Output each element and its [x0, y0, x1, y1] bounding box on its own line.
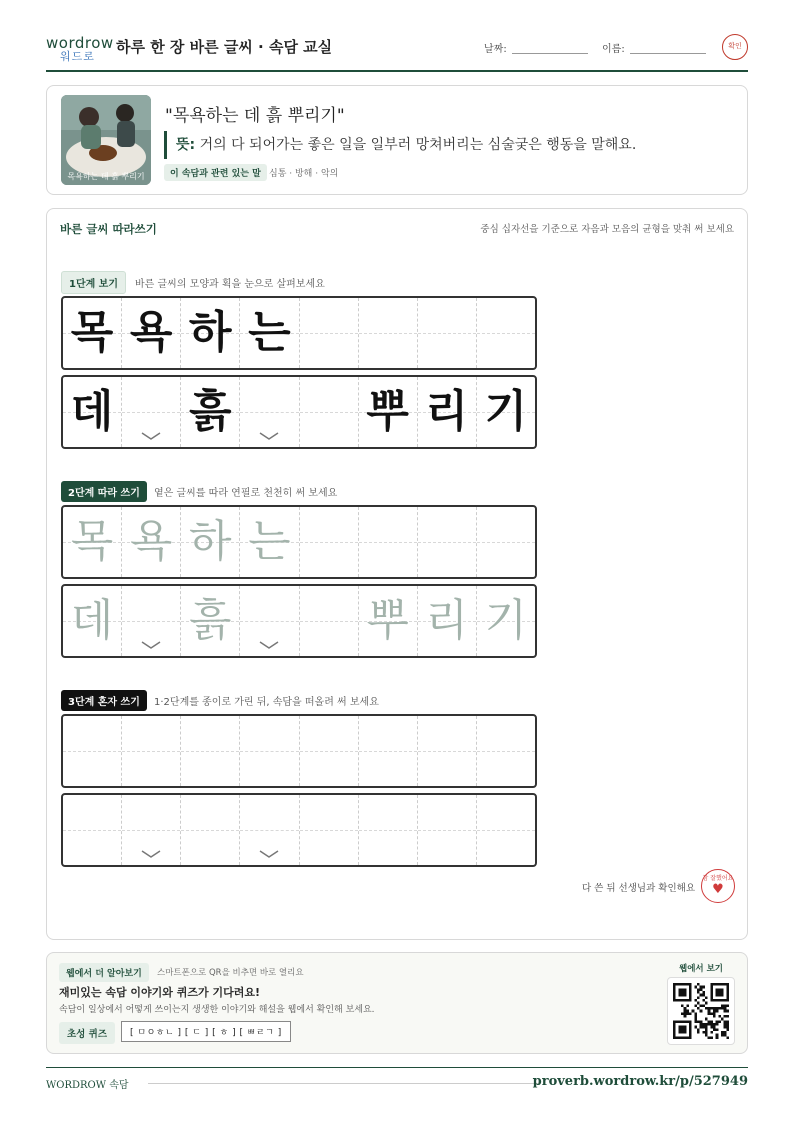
practice-glyph: 는	[248, 307, 291, 358]
practice-glyph: 흙	[189, 386, 232, 437]
grid-cell	[63, 298, 122, 368]
practice-glyph: 목	[70, 516, 114, 567]
step2-row-2[interactable]	[61, 584, 537, 658]
logo	[46, 34, 114, 64]
practice-glyph: 흙	[189, 595, 232, 646]
grid-cell	[122, 298, 181, 368]
grid-cell	[240, 298, 299, 368]
practice-glyph: 하	[189, 516, 232, 567]
related-words: 심통 · 방해 · 악의	[269, 169, 339, 179]
name-label: 이름:	[602, 44, 625, 55]
grid-cell[interactable]	[477, 795, 535, 865]
grid-cell[interactable]	[63, 507, 122, 577]
related-words-badge: 이 속담과 관련 있는 말	[164, 164, 267, 181]
quiz-answer-box: [ ㅁㅇㅎㄴ ] [ ㄷ ] [ ㅎ ] [ ㅃㄹㄱ ]	[121, 1021, 291, 1042]
meaning-label: 뜻:	[176, 137, 196, 153]
page-title: 하루 한 장 바른 글씨 · 속담 교실	[116, 38, 333, 56]
grid-cell	[477, 377, 535, 447]
grid-cell[interactable]	[63, 716, 122, 786]
heart-stamp-text: 참 잘했어요	[702, 875, 734, 882]
quiz-badge: 초성 퀴즈	[59, 1022, 115, 1044]
grid-cell[interactable]	[418, 507, 477, 577]
grid-cell[interactable]	[359, 716, 418, 786]
step3-desc: 1·2단계를 종이로 가린 뒤, 속담을 떠올려 써 보세요	[154, 697, 379, 708]
word-space-chevron-icon	[140, 640, 162, 650]
illustration-caption: 목욕하는 데 흙 뿌리기	[67, 172, 145, 181]
grid-cell[interactable]	[63, 795, 122, 865]
step2-badge: 2단계 따라 쓰기	[61, 481, 147, 502]
meaning-text: 거의 다 되어가는 좋은 일을 일부러 망쳐버리는 심술궂은 행동을 말해요.	[199, 137, 637, 153]
step1-desc: 바른 글씨의 모양과 획을 눈으로 살펴보세요	[135, 279, 325, 290]
grid-cell[interactable]	[300, 586, 359, 656]
practice-hint: 중심 십자선을 기준으로 자음과 모음의 균형을 맞춰 써 보세요	[480, 224, 734, 235]
grid-cell	[300, 298, 359, 368]
grid-cell	[418, 377, 477, 447]
footer-rule	[46, 1067, 748, 1068]
grid-cell[interactable]	[477, 507, 535, 577]
practice-glyph: 는	[248, 516, 291, 567]
practice-glyph: 뿌	[366, 386, 409, 437]
grid-cell[interactable]	[477, 586, 535, 656]
page-header	[46, 28, 748, 72]
step1-badge: 1단계 보기	[61, 271, 126, 294]
grid-cells	[63, 586, 535, 656]
qr-code[interactable]	[667, 977, 735, 1045]
grid-cells	[63, 298, 535, 368]
step1-row-2	[61, 375, 537, 449]
grid-cell[interactable]	[240, 716, 299, 786]
grid-cells	[63, 795, 535, 865]
grid-cell	[63, 377, 122, 447]
grid-cell[interactable]	[300, 507, 359, 577]
logo-top-text: wordrow	[46, 34, 114, 52]
grid-cell	[181, 298, 240, 368]
proverb-meaning	[164, 131, 636, 159]
word-space-chevron-icon	[140, 849, 162, 859]
proverb-card	[46, 85, 748, 195]
grid-cell[interactable]	[300, 716, 359, 786]
word-space-chevron-icon	[258, 849, 280, 859]
grid-cell[interactable]	[122, 795, 181, 865]
grid-cell[interactable]	[418, 716, 477, 786]
word-space-chevron-icon	[140, 431, 162, 441]
grid-cell[interactable]	[181, 795, 240, 865]
word-space-chevron-icon	[258, 431, 280, 441]
practice-glyph: 뿌	[366, 595, 409, 646]
word-space-chevron-icon	[258, 640, 280, 650]
qr-label: 웹에서 보기	[679, 964, 724, 974]
teacher-check-note: 다 쓴 뒤 선생님과 확인해요	[581, 883, 695, 894]
step2-row-1[interactable]	[61, 505, 537, 579]
grid-cell[interactable]	[418, 795, 477, 865]
practice-glyph: 하	[189, 307, 232, 358]
practice-glyph: 목	[70, 307, 114, 358]
grid-cell	[300, 377, 359, 447]
step3-row-2[interactable]	[61, 793, 537, 867]
step1-row-1	[61, 296, 537, 370]
practice-glyph: 데	[70, 595, 114, 646]
grid-cell[interactable]	[240, 586, 299, 656]
grid-cell	[240, 377, 299, 447]
practice-glyph: 기	[484, 595, 528, 646]
heart-stamp	[701, 869, 735, 903]
grid-cell	[122, 377, 181, 447]
step3-badge: 3단계 혼자 쓰기	[61, 690, 147, 711]
practice-glyph: 기	[484, 386, 528, 437]
grid-cell[interactable]	[359, 507, 418, 577]
grid-cells	[63, 507, 535, 577]
web-card	[46, 952, 748, 1054]
grid-cell[interactable]	[63, 586, 122, 656]
grid-cell[interactable]	[181, 507, 240, 577]
date-field[interactable]	[512, 53, 588, 54]
footer-brand: WORDROW 속담	[46, 1080, 129, 1091]
grid-cell	[181, 377, 240, 447]
proverb-text: "목욕하는 데 흙 뿌리기"	[165, 106, 345, 126]
check-stamp: 확인	[722, 34, 748, 60]
web-badge: 웹에서 더 알아보기	[59, 963, 149, 982]
grid-cell[interactable]	[300, 795, 359, 865]
grid-cell	[418, 298, 477, 368]
web-title: 재미있는 속담 이야기와 퀴즈가 기다려요!	[59, 986, 260, 999]
name-field[interactable]	[630, 53, 706, 54]
grid-cell[interactable]	[359, 795, 418, 865]
grid-cell[interactable]	[181, 586, 240, 656]
practice-glyph: 리	[425, 386, 469, 437]
grid-cell	[359, 298, 418, 368]
grid-cell[interactable]	[418, 586, 477, 656]
grid-cell	[477, 298, 535, 368]
grid-cells	[63, 716, 535, 786]
practice-glyph: 욕	[129, 307, 173, 358]
grid-cell[interactable]	[477, 716, 535, 786]
grid-cell[interactable]	[122, 716, 181, 786]
step3-row-1[interactable]	[61, 714, 537, 788]
grid-cell[interactable]	[181, 716, 240, 786]
heart-icon: ♥	[712, 882, 724, 897]
grid-cell[interactable]	[240, 795, 299, 865]
footer-url[interactable]: proverb.wordrow.kr/p/527949	[532, 1074, 748, 1089]
practice-card	[46, 208, 748, 940]
proverb-illustration	[61, 95, 151, 185]
practice-glyph: 데	[70, 386, 114, 437]
grid-cell[interactable]	[359, 586, 418, 656]
grid-cell	[359, 377, 418, 447]
date-label: 날짜:	[484, 44, 507, 55]
practice-glyph: 욕	[129, 516, 173, 567]
grid-cells	[63, 377, 535, 447]
step2-desc: 옅은 글씨를 따라 연필로 천천히 써 보세요	[154, 488, 338, 499]
qr-code-image	[673, 983, 729, 1039]
logo-bottom-text: 워드로	[60, 50, 95, 63]
footer-divider	[148, 1083, 538, 1084]
web-subtitle: 속담이 일상에서 어떻게 쓰이는지 생생한 이야기와 해설을 웹에서 확인해 보세요.	[59, 1005, 375, 1015]
qr-hint: 스마트폰으로 QR을 비추면 바로 열리요	[157, 968, 304, 978]
grid-cell[interactable]	[240, 507, 299, 577]
practice-glyph: 리	[425, 595, 469, 646]
grid-cell[interactable]	[122, 507, 181, 577]
practice-title: 바른 글씨 따라쓰기	[60, 222, 157, 236]
grid-cell[interactable]	[122, 586, 181, 656]
